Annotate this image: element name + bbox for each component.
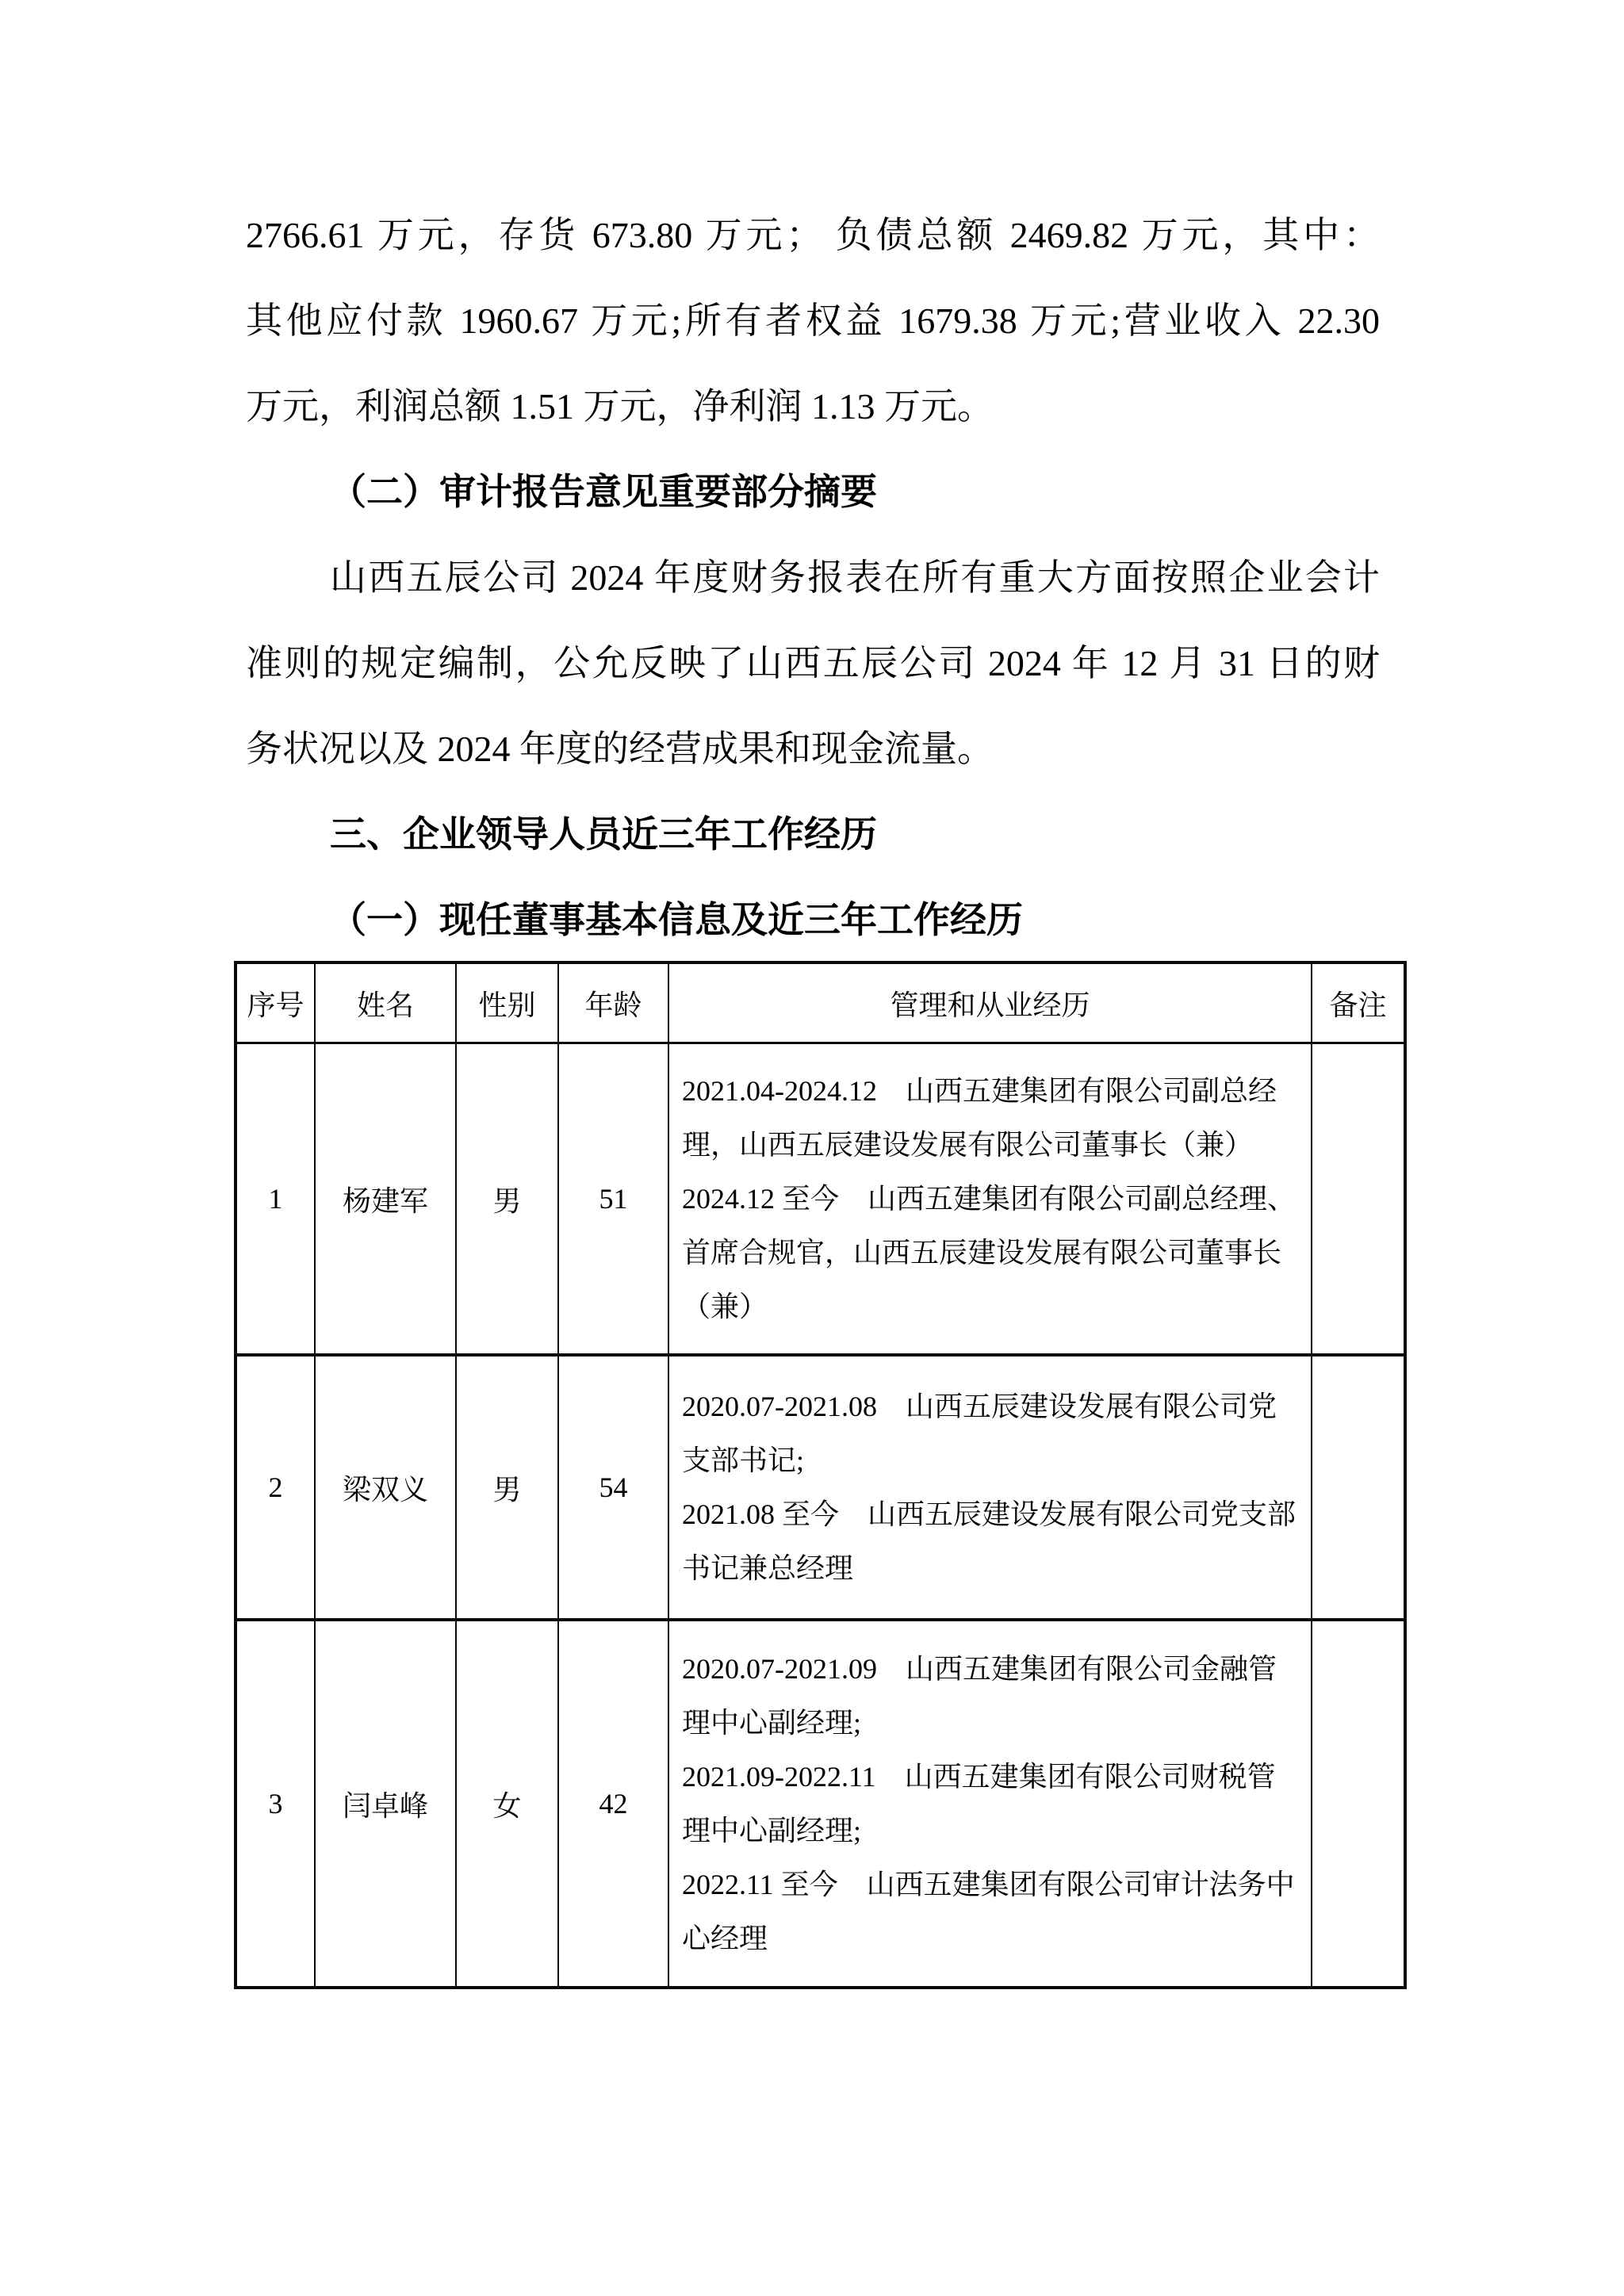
- cell-name: 闫卓峰: [315, 1620, 456, 1988]
- table-row: [236, 1043, 1405, 1356]
- experience-line: 2020.07-2021.08 山西五辰建设发展有限公司党: [682, 1391, 1277, 1422]
- experience-line: 2020.07-2021.09 山西五建集团有限公司金融管: [682, 1653, 1277, 1685]
- body-line: 务状况以及 2024 年度的经营成果和现金流量。: [246, 729, 994, 769]
- cell-age: 42: [558, 1620, 668, 1988]
- table-row: [236, 1620, 1405, 1988]
- body-line: 准则的规定编制，公允反映了山西五辰公司 2024 年 12 月 31 日的财: [246, 643, 1380, 683]
- cell-note: [1312, 1043, 1405, 1356]
- cell-no: 2: [236, 1355, 315, 1620]
- experience-line: 支部书记;: [682, 1445, 805, 1476]
- experience-line: 心经理: [682, 1923, 768, 1954]
- experience-line: 首席合规官，山西五辰建设发展有限公司董事长: [682, 1237, 1282, 1269]
- experience-line: 理中心副经理;: [682, 1707, 862, 1739]
- table-header-row: [236, 962, 1405, 1043]
- col-header-note: 备注: [1312, 962, 1405, 1043]
- cell-gender: 男: [456, 1043, 558, 1356]
- experience-line: 理，山西五辰建设发展有限公司董事长（兼）: [682, 1129, 1254, 1161]
- cell-gender: 女: [456, 1620, 558, 1988]
- directors-table: [234, 961, 1407, 1989]
- col-header-no: 序号: [236, 962, 315, 1043]
- body-line: 其他应付款 1960.67 万元;所有者权益 1679.38 万元;营业收入 22.30: [246, 300, 1380, 341]
- body-line: 山西五辰公司 2024 年度财务报表在所有重大方面按照企业会计: [330, 557, 1380, 598]
- section2-heading: （二）审计报告意见重要部分摘要: [330, 472, 877, 512]
- body-line: 万元，利润总额 1.51 万元，净利润 1.13 万元。: [246, 386, 994, 427]
- col-header-gender: 性别: [456, 962, 558, 1043]
- table-row: [236, 1355, 1405, 1620]
- cell-age: 51: [558, 1043, 668, 1356]
- col-header-name: 姓名: [315, 962, 456, 1043]
- experience-line: 2024.12 至今 山西五建集团有限公司副总经理、: [682, 1183, 1297, 1215]
- section3-heading: 三、企业领导人员近三年工作经历: [330, 814, 877, 855]
- section3-subheading: （一）现任董事基本信息及近三年工作经历: [330, 900, 1023, 940]
- cell-name: 杨建军: [315, 1043, 456, 1356]
- cell-experience: [668, 1620, 1312, 1988]
- body-line: 2766.61 万元，存货 673.80 万元； 负债总额 2469.82 万元，其中：: [246, 215, 1380, 255]
- cell-note: [1312, 1355, 1405, 1620]
- experience-line: 2021.04-2024.12 山西五建集团有限公司副总经: [682, 1075, 1277, 1107]
- col-header-age: 年龄: [558, 962, 668, 1043]
- cell-no: 3: [236, 1620, 315, 1988]
- cell-no: 1: [236, 1043, 315, 1356]
- cell-note: [1312, 1620, 1405, 1988]
- cell-gender: 男: [456, 1355, 558, 1620]
- experience-line: 理中心副经理;: [682, 1815, 862, 1846]
- experience-line: 2021.08 至今 山西五辰建设发展有限公司党支部: [682, 1498, 1297, 1530]
- cell-experience: [668, 1043, 1312, 1356]
- experience-line: 2022.11 至今 山西五建集团有限公司审计法务中: [682, 1869, 1295, 1900]
- experience-line: 书记兼总经理: [682, 1552, 854, 1584]
- col-header-experience: 管理和从业经历: [668, 962, 1312, 1043]
- cell-name: 梁双义: [315, 1355, 456, 1620]
- cell-age: 54: [558, 1355, 668, 1620]
- cell-experience: [668, 1355, 1312, 1620]
- experience-line: （兼）: [682, 1291, 768, 1322]
- experience-line: 2021.09-2022.11 山西五建集团有限公司财税管: [682, 1761, 1276, 1793]
